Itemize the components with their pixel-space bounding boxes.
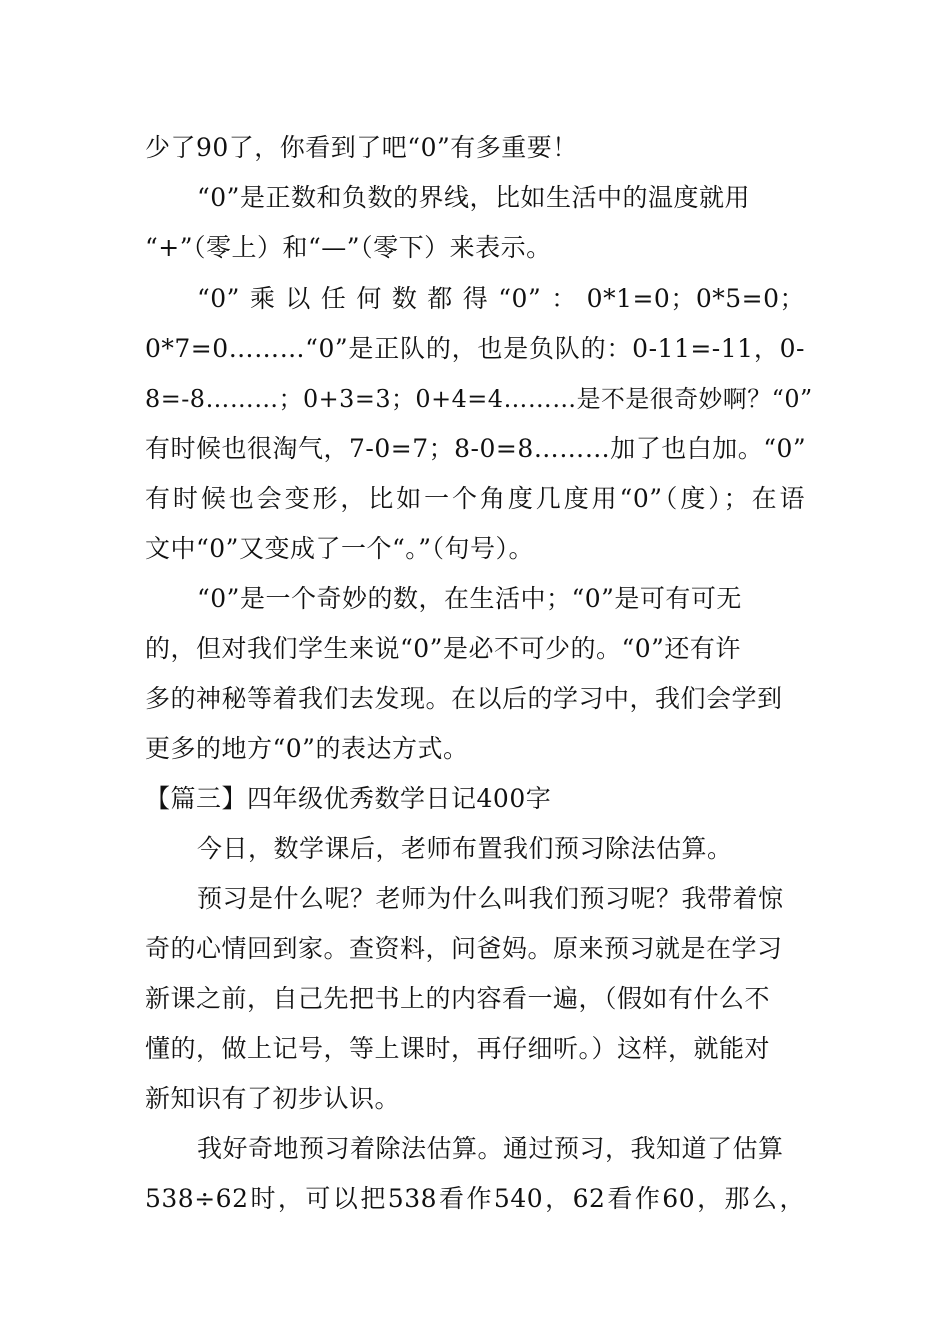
section-heading: 【篇三】四年级优秀数学日记400字: [145, 784, 552, 813]
text-line: “0”是一个奇妙的数，在生活中；“0”是可有可无: [197, 584, 742, 613]
text-line: 新课之前，自己先把书上的内容看一遍，（假如有什么不: [145, 984, 771, 1013]
text-line: 懂的，做上记号，等上课时，再仔细听。）这样，就能对: [145, 1034, 771, 1063]
text-line: 少了90了，你看到了吧“0”有多重要！: [145, 133, 578, 162]
text-line: 奇的心情回到家。查资料，问爸妈。原来预习就是在学习: [145, 934, 783, 963]
text-line: 538÷62时，可以把538看作540，62看作60，那么，: [145, 1184, 805, 1213]
text-line: 的，但对我们学生来说“0”是必不可少的。“0”还有许: [145, 634, 741, 663]
text-line: 更多的地方“0”的表达方式。: [145, 734, 469, 763]
text-line: 8=-8………；0+3=3；0+4=4………是不是很奇妙啊？“0”: [145, 385, 813, 413]
text-line: “+”（零上）和“—”（零下）来表示。: [145, 233, 552, 262]
text-line: 文中“0”又变成了一个“。”（句号）。: [145, 534, 535, 563]
text-line: 新知识有了初步认识。: [145, 1084, 401, 1113]
text-line: 0*7=0………“0”是正队的，也是负队的：0-11=-11，0-: [145, 334, 805, 363]
text-line: “0”是正数和负数的界线，比如生活中的温度就用: [197, 183, 750, 212]
text-line: 今日，数学课后，老师布置我们预习除法估算。: [197, 834, 733, 863]
text-line: 多的神秘等着我们去发现。在以后的学习中，我们会学到: [145, 684, 783, 713]
text-line: 有时候也会变形，比如一个角度几度用“0”（度）；在语: [145, 484, 805, 513]
text-line: 我好奇地预习着除法估算。通过预习，我知道了估算: [197, 1134, 784, 1163]
text-line: 有时候也很淘气，7-0=7；8-0=8………加了也白加。“0”: [145, 434, 807, 463]
text-line: “0”乘以任何数都得“0”：0*1=0；0*5=0；: [197, 284, 805, 313]
text-line: 预习是什么呢？老师为什么叫我们预习呢？我带着惊: [197, 884, 784, 913]
